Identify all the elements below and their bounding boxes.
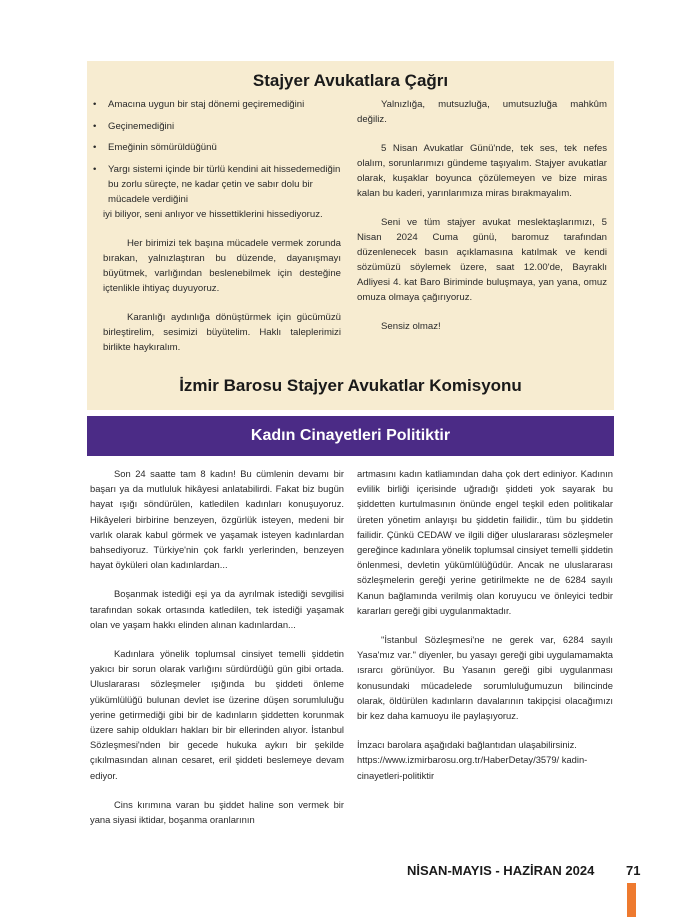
paragraph: Her birimizi tek başına mücadele vermek zorunda bırakan, yalnızlaştıran bu düzende, dayanışmayı büyütmek, varlığından beslenebilmek için desteğine içtenlikle ihtiyaç duyuyoruz.: [103, 237, 341, 294]
article-title-band: [87, 416, 614, 456]
trainee-call-right-column: [357, 97, 607, 334]
paragraph: Yalnızlığa, mutsuzluğa, umutsuzluğa mahkûm değiliz.: [357, 99, 607, 125]
paragraph: "İstanbul Sözleşmesi'ne ne gerek var, 6284 sayılı Yasa'mız var." diyenler, bu yasayı gereği gibi uygulamamakta ısrarcı görünüyor. Bu Yasanın gereği gibi uygulanması konusundaki mücadelede sorumluluğumuzun bilincinde olarak, öldürülen kadınların davalarının takipçisi olacağımızı bir kez daha kamuoyu ile paylaşıyoruz.: [357, 634, 613, 722]
paragraph: Seni ve tüm stajyer avukat meslektaşlarımızı, 5 Nisan 2024 Cuma günü, baromuz tarafından düzenlenecek basın açıklamasına katılmak ve kendi sözümüzü söylemek üzere, saat 12.00'de, Bayraklı Adliyesi 4. kat Baro Biriminde buluşmaya, yan yana, omuz omuza olmaya çağırıyoruz.: [357, 217, 607, 303]
article-left-column: [90, 466, 344, 827]
commission-signature: İzmir Barosu Stajyer Avukatlar Komisyonu: [179, 376, 522, 395]
trainee-call-left-column: [91, 97, 341, 355]
bullet-item: • Emeğinin sömürüldüğünü: [91, 140, 341, 155]
paragraph: Sensiz olmaz!: [381, 321, 441, 332]
page-marker-bar: [627, 883, 636, 917]
paragraph: Kadınlara yönelik toplumsal cinsiyet temelli şiddetin yakıcı bir sorun olarak varlığını sürdürdüğü gün gibi ortada. Uluslararası sözleşmeler ışığında bu şiddeti önleme yükümlülüğü bulunan devlet ise üzerine düşen sorumluluğu yerine getirmediği gibi bir de kadınların şiddetten korunmak üzere sahip oldukları hakları bir bir ellerinden alıyor. İstanbul Sözleşmesi'nden bir gecede hukuka aykırı bir şekilde çıkılmasından alınan cesaret, eril şiddeti beslemeye devam ediyor.: [90, 648, 344, 781]
trainee-call-box: [87, 61, 614, 410]
article-right-column: [357, 466, 613, 783]
paragraph: 5 Nisan Avukatlar Günü'nde, tek ses, tek nefes olalım, sorunlarımızı gündeme taşıyalım. Stajyer avukatlar olarak, kuşaklar boyunca çözülemeyen ve bize miras kalan bu kaderi, yarınlarımıza miras bırakmayalım.: [357, 143, 607, 199]
paragraph: Boşanmak istediği eşi ya da ayrılmak istediği sevgilisi tarafından sokak ortasında katledilen, tek istediği yaşamak olan ve yaşam hakkı elinden alınan kadınlardan...: [90, 588, 344, 630]
paragraph: Son 24 saatte tam 8 kadın! Bu cümlenin devamı bir başarı ya da mutluluk hikâyesi anlatabilirdi. Fakat biz bugün hayat ışığı söndürülen, katledilen kadınları konuşuyoruz. Hikâyeleri birbirine benzeyen, özgürlük isteyen, medeni bir varlık olarak kabul görmek ve yaşamak isteyen kadınlardan bahsediyoruz. Türkiye'nin çok farklı yerlerinden, benzeyen hayat öyküleri olan kadınlardan...: [90, 468, 344, 571]
page-number: 71: [626, 863, 641, 878]
issue-label: NİSAN-MAYIS - HAZİRAN 2024: [407, 863, 595, 878]
trainee-call-title: Stajyer Avukatlara Çağrı: [252, 71, 449, 90]
article-title: Kadın Cinayetleri Politiktir: [250, 427, 451, 444]
bullet-list: [91, 97, 341, 207]
paragraph: İmzacı barolara aşağıdaki bağlantıdan ulaşabilirsiniz.: [357, 739, 577, 751]
bullet-item: • Amacına uygun bir staj dönemi geçiremediğini: [91, 97, 341, 112]
article-link[interactable]: https://www.izmirbarosu.org.tr/HaberDetay/3579/ kadin-cinayetleri-politiktir: [357, 754, 588, 781]
bullet-item: • Geçinemediğini: [91, 119, 341, 134]
paragraph: iyi biliyor, seni anlıyor ve hissettiklerini hissediyoruz.: [103, 208, 323, 220]
paragraph: Cins kırımına varan bu şiddet haline son vermek bir yana siyasi iktidar, boşanma oranlarının: [90, 798, 344, 826]
paragraph: artmasını kadın katliamından daha çok dert ediniyor. Kadının evlilik birliği içerisinde uğradığı şiddeti yok sayarak bu şiddetten kurtulmasının önünde engel teşkil eden politikalar üreten yönetim anlayışı bu şiddetin failidir., tüm bu şiddetin failidir. Çünkü CEDAW ve ilgili diğer uluslararası sözleşmeler gereğince kadınlara yönelik toplumsal cinsiyet temelli şiddetin önlenmesi, devletin yükümlülüğüdür. Ancak ne uluslararası sözleşmelerin gereği yerine getirilmekte ne de 6284 sayılı Kanun bağlamında verilmiş olan koruyucu ve önleyici tedbir kararları gereği gibi uygulanmaktadır.: [357, 468, 613, 616]
paragraph: Karanlığı aydınlığa dönüştürmek için gücümüzü birleştirelim, sesimizi büyütelim. Haklı taleplerimizi birlikte haykıralım.: [103, 311, 341, 353]
bullet-item: • Yargı sistemi içinde bir türlü kendini ait hissedemediğin bu zorlu süreçte, ne kadar çetin ve sabır dolu bir mücadele verdiğini: [91, 162, 341, 207]
